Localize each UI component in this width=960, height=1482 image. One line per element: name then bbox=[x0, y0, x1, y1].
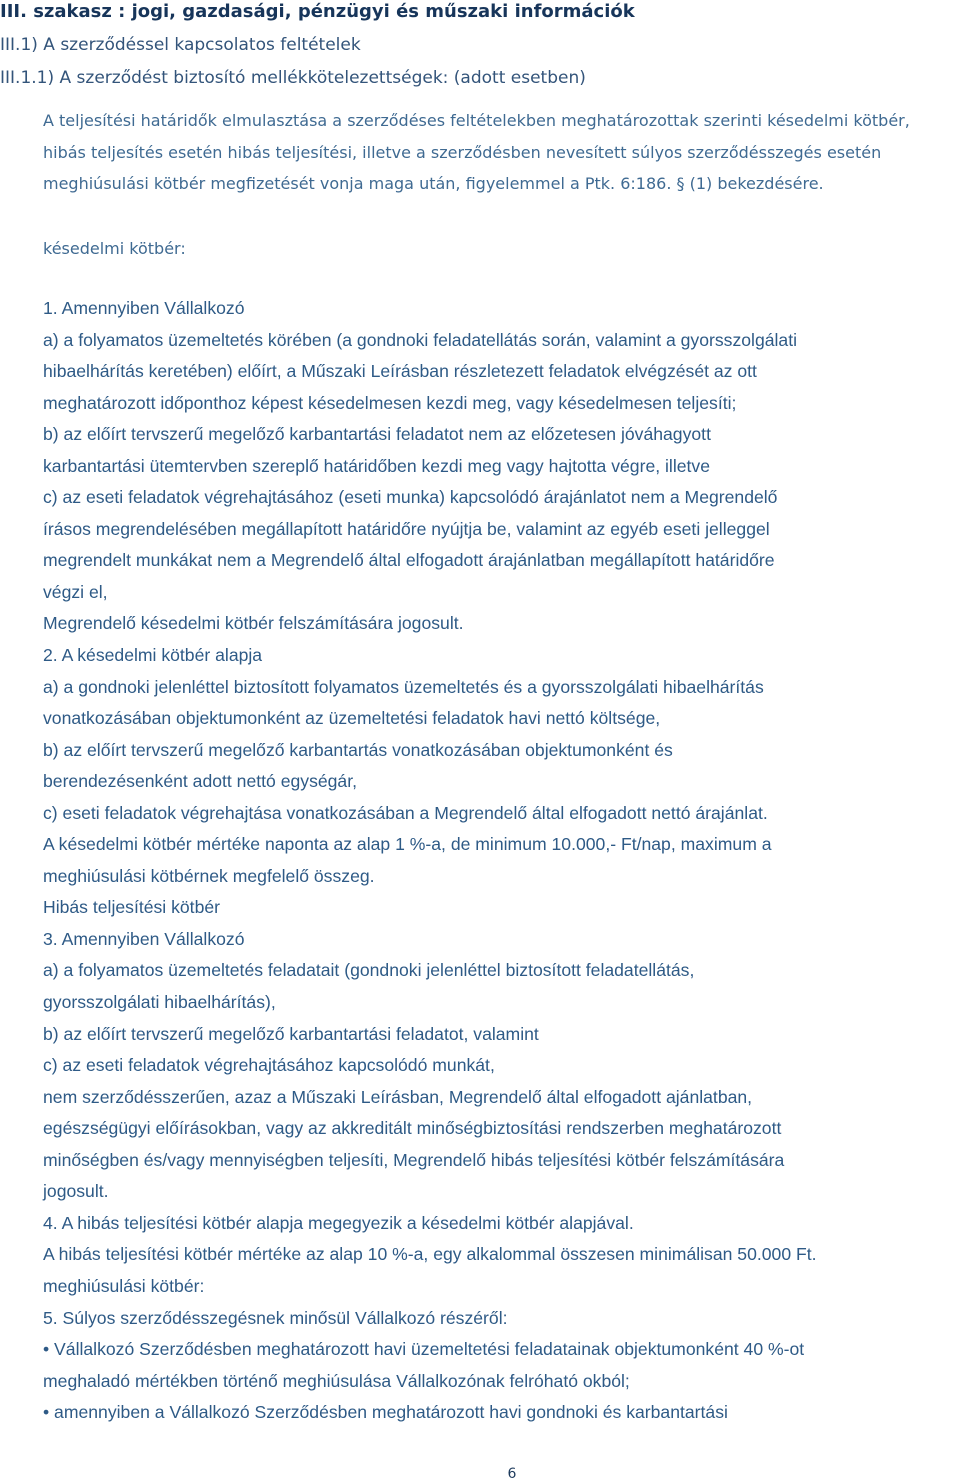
body-text bbox=[43, 293, 957, 1429]
body-line: a) a folyamatos üzemeltetés feladatait (gondnoki jelenléttel biztosított feladatellátás, bbox=[43, 960, 695, 981]
page-number: 6 bbox=[507, 1466, 517, 1482]
body-line: minőségben és/vagy mennyiségben teljesíti, Megrendelő hibás teljesítési kötbér felszámítására bbox=[43, 1149, 785, 1170]
paragraph-gap bbox=[43, 200, 955, 233]
body-line: nem szerződésszerűen, azaz a Műszaki Leírásban, Megrendelő által elfogadott ajánlatban, bbox=[43, 1086, 753, 1107]
intro-subtitle: késedelmi kötbér: bbox=[43, 238, 186, 258]
body-line: hibaelhárítás keretében) előírt, a Műszaki Leírásban részletezett feladatok elvégzését az ott bbox=[43, 361, 757, 382]
body-line: meghiúsulási kötbérnek megfelelő összeg. bbox=[43, 865, 375, 886]
body-line: meghatározott időponthoz képest késedelmesen kezdi meg, vagy késedelmesen teljesíti; bbox=[43, 392, 737, 413]
subsection-heading: III.1) A szerződéssel kapcsolatos feltételek bbox=[0, 35, 361, 55]
body-line: egészségügyi előírásokban, vagy az akkreditált minőségbiztosítási rendszerben meghatározott bbox=[43, 1118, 782, 1139]
body-line: vonatkozásában objektumonként az üzemeltetési feladatok havi nettó költsége, bbox=[43, 708, 661, 729]
body-line: karbantartási ütemtervben szereplő határidőben kezdi meg vagy hajtotta végre, illetve bbox=[43, 455, 710, 476]
subsubsection-heading: III.1.1) A szerződést biztosító mellékkötelezettségek: (adott esetben) bbox=[0, 68, 586, 88]
body-line: • amennyiben a Vállalkozó Szerződésben meghatározott havi gondnoki és karbantartási bbox=[43, 1402, 728, 1423]
body-line: meghiúsulási kötbér: bbox=[43, 1275, 205, 1296]
body-line: 4. A hibás teljesítési kötbér alapja megegyezik a késedelmi kötbér alapjával. bbox=[43, 1212, 634, 1233]
body-line: b) az előírt tervszerű megelőző karbantartás vonatkozásában objektumonként és bbox=[43, 739, 673, 760]
body-line: jogosult. bbox=[43, 1181, 109, 1202]
body-line: 5. Súlyos szerződésszegésnek minősül Vállalkozó részéről: bbox=[43, 1307, 508, 1328]
body-line: 1. Amennyiben Vállalkozó bbox=[43, 298, 245, 318]
body-line: megrendelt munkákat nem a Megrendelő által elfogadott árajánlatban megállapított határidőre bbox=[43, 550, 775, 571]
body-line: a) a folyamatos üzemeltetés körében (a gondnoki feladatellátás során, valamint a gyorsszolgálati bbox=[43, 329, 798, 350]
body-line: 2. A késedelmi kötbér alapja bbox=[43, 645, 263, 666]
body-line: Hibás teljesítési kötbér bbox=[43, 897, 220, 918]
intro-paragraph: A teljesítési határidők elmulasztása a szerződéses feltételekben meghatározottak szerinti késedelmi kötbér, hibás teljesítés esetén hibás teljesítési, illetve a szerződésben nevesített súlyos szerződésszegés esetén meghiúsulási kötbér megfizetését vonja maga után, figyelemmel a Ptk. 6:186. § (1) bekezdésére. bbox=[43, 111, 910, 193]
body-line: A késedelmi kötbér mértéke naponta az alap 1 %-a, de minimum 10.000,- Ft/nap, maximum a bbox=[43, 834, 772, 855]
body-line: A hibás teljesítési kötbér mértéke az alap 10 %-a, egy alkalommal összesen minimálisan 50.000 Ft. bbox=[43, 1244, 817, 1265]
body-line: c) az eseti feladatok végrehajtásához kapcsolódó munkát, bbox=[43, 1055, 495, 1076]
body-line: végzi el, bbox=[43, 581, 108, 602]
body-line: Megrendelő késedelmi kötbér felszámítására jogosult. bbox=[43, 613, 464, 634]
body-line: b) az előírt tervszerű megelőző karbantartási feladatot, valamint bbox=[43, 1023, 539, 1044]
body-line: a) a gondnoki jelenléttel biztosított folyamatos üzemeltetés és a gyorsszolgálati hibaelhárítás bbox=[43, 676, 764, 697]
body-line: írásos megrendelésében megállapított határidőre nyújtja be, valamint az egyéb eseti jelleggel bbox=[43, 518, 770, 539]
body-line: 3. Amennyiben Vállalkozó bbox=[43, 928, 245, 949]
body-line: c) eseti feladatok végrehajtása vonatkozásában a Megrendelő által elfogadott nettó árajánlat. bbox=[43, 802, 768, 823]
body-line: meghaladó mértékben történő meghiúsulása Vállalkozónak felróható okból; bbox=[43, 1370, 630, 1391]
body-line: c) az eseti feladatok végrehajtásához (eseti munka) kapcsolódó árajánlatot nem a Megrendelő bbox=[43, 487, 778, 508]
body-line: berendezésenként adott nettó egységár, bbox=[43, 771, 357, 792]
body-line: b) az előírt tervszerű megelőző karbantartási feladatot nem az előzetesen jóváhagyott bbox=[43, 424, 711, 445]
body-line: gyorsszolgálati hibaelhárítás), bbox=[43, 992, 276, 1013]
section-heading: III. szakasz : jogi, gazdasági, pénzügyi és műszaki információk bbox=[0, 1, 635, 22]
body-line: • Vállalkozó Szerződésben meghatározott havi üzemeltetési feladatainak objektumonként 40 %-ot bbox=[43, 1339, 805, 1360]
intro-block bbox=[43, 105, 955, 264]
